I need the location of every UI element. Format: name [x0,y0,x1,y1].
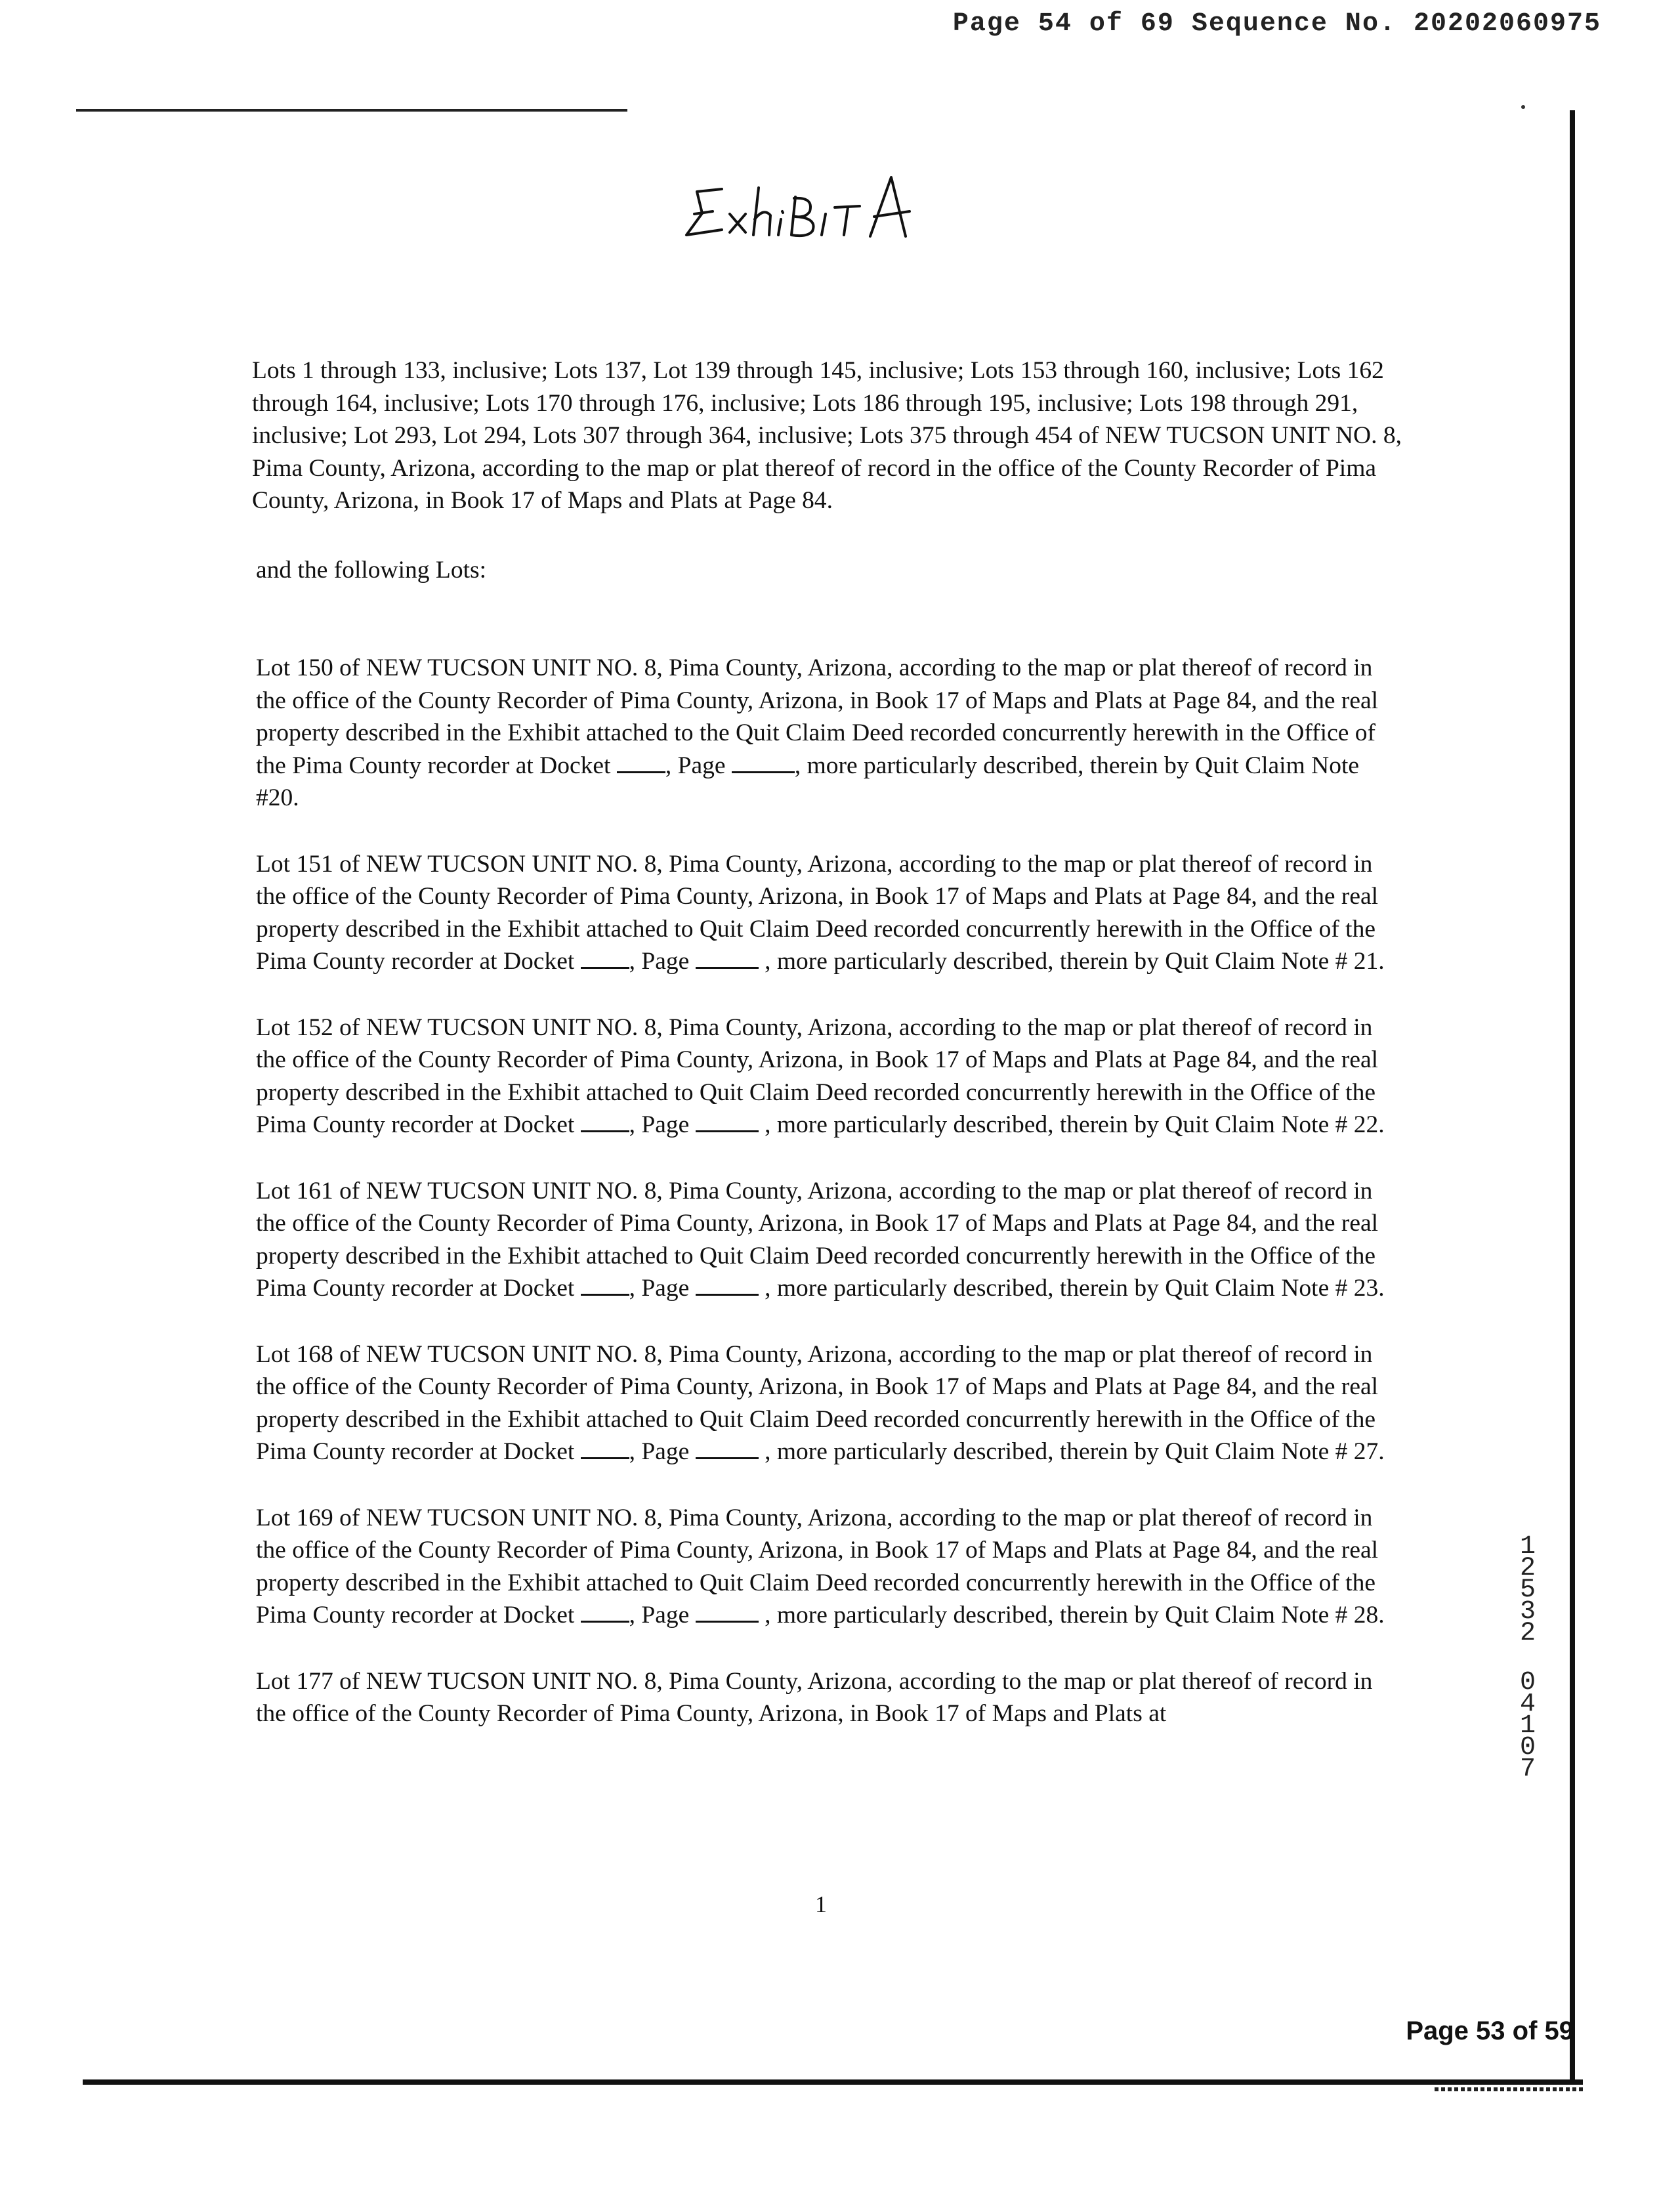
docket-blank [581,947,629,969]
page-blank [732,752,795,773]
following-lots-label: and the following Lots: [256,556,486,584]
lot-paragraph-partial: Lot 177 of NEW TUCSON UNIT NO. 8, Pima County, Arizona, according to the map or plat thereof of record in the office of the County Recorder of Pima County, Arizona, in Book 17 of Maps and Plats at [256,1667,1373,1727]
right-border-rule [1570,110,1575,2079]
docket-blank [581,1438,629,1459]
lot-paragraph: Lot 152 of NEW TUCSON UNIT NO. 8, Pima County, Arizona, according to the map or plat thereof of record in the office of the County Recorder of Pima County, Arizona, in Book 17 of Maps and Plats at Page 84, and the real property described in the Exhibit attached to Quit Claim Deed recorded concurrently herewith in the Office of the Pima County recorder at Docket , Page , more particularly described, therein by Quit Claim Note # 22. [256,1013,1385,1138]
exhibit-title [0,151,1680,246]
docket-blank [581,1111,629,1132]
docket-blank [581,1601,629,1623]
lot-paragraph: Lot 151 of NEW TUCSON UNIT NO. 8, Pima County, Arizona, according to the map or plat thereof of record in the office of the County Recorder of Pima County, Arizona, in Book 17 of Maps and Plats at Page 84, and the real property described in the Exhibit attached to Quit Claim Deed recorded concurrently herewith in the Office of the Pima County recorder at Docket , Page , more particularly described, therein by Quit Claim Note # 21. [256,850,1385,975]
lot-paragraph: Lot 161 of NEW TUCSON UNIT NO. 8, Pima County, Arizona, according to the map or plat thereof of record in the office of the County Recorder of Pima County, Arizona, in Book 17 of Maps and Plats at Page 84, and the real property described in the Exhibit attached to Quit Claim Deed recorded concurrently herewith in the Office of the Pima County recorder at Docket , Page , more particularly described, therein by Quit Claim Note # 23. [256,1177,1385,1302]
page-blank [696,947,759,969]
docket-blank [617,752,665,773]
page-blank [696,1601,759,1623]
page-sequence-header: Page 54 of 69 Sequence No. 20202060975 [952,9,1601,39]
exhibit-body [252,354,1407,1764]
page-number: 1 [815,1891,827,1917]
recording-stamp-number: 12532 04107 [1519,1532,1536,1784]
lot-paragraph: Lot 150 of NEW TUCSON UNIT NO. 8, Pima County, Arizona, according to the map or plat thereof of record in the office of the County Recorder of Pima County, Arizona, in Book 17 of Maps and Plats at Page 84, and the real property described in the Exhibit attached to the Quit Claim Deed recorded concurrently herewith in the Office of the Pima County recorder at Docket , Page , more particularly described, therein by Quit Claim Note #20. [256,654,1379,811]
lot-paragraph: Lot 169 of NEW TUCSON UNIT NO. 8, Pima County, Arizona, according to the map or plat thereof of record in the office of the County Recorder of Pima County, Arizona, in Book 17 of Maps and Plats at Page 84, and the real property described in the Exhibit attached to Quit Claim Deed recorded concurrently herewith in the Office of the Pima County recorder at Docket , Page , more particularly described, therein by Quit Claim Note # 28. [256,1504,1385,1629]
page-blank [696,1274,759,1296]
scan-speck [1521,105,1525,109]
top-rule [76,109,627,112]
bottom-scan-noise [1435,2087,1583,2091]
page-blank [696,1438,759,1459]
handwritten-exhibit-a [682,151,998,243]
footer-page-count: Page 53 of 59 [1406,2016,1574,2045]
docket-blank [581,1274,629,1296]
intro-paragraph: Lots 1 through 133, inclusive; Lots 137, Lot 139 through 145, inclusive; Lots 153 through 160, inclusive; Lots 162 through 164, inclusive; Lots 170 through 176, inclusive; Lots 186 through 195, inclusive; Lots 198 through 291, inclusive; Lot 293, Lot 294, Lots 307 through 364, inclusive; Lots 375 through 454 of NEW TUCSON UNIT NO. 8, Pima County, Arizona, according to the map or plat thereof of record in the office of the County Recorder of Pima County, Arizona, in Book 17 of Maps and Plats at Page 84. [252,357,1402,514]
lot-paragraph: Lot 168 of NEW TUCSON UNIT NO. 8, Pima County, Arizona, according to the map or plat thereof of record in the office of the County Recorder of Pima County, Arizona, in Book 17 of Maps and Plats at Page 84, and the real property described in the Exhibit attached to Quit Claim Deed recorded concurrently herewith in the Office of the Pima County recorder at Docket , Page , more particularly described, therein by Quit Claim Note # 27. [256,1340,1385,1465]
bottom-border-rule [83,2079,1583,2085]
page-blank [696,1111,759,1132]
